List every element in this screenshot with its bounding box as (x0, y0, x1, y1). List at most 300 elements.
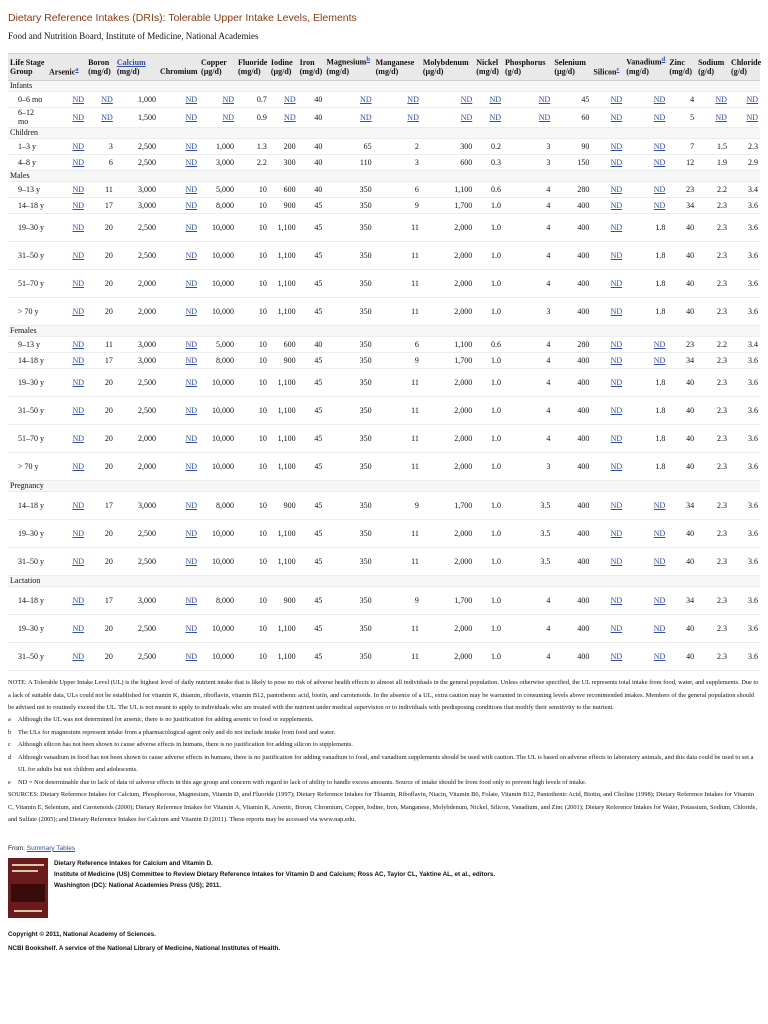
table-row (8, 369, 760, 397)
nd-link[interactable]: ND (653, 595, 666, 605)
footnote-link[interactable]: b (366, 56, 371, 63)
value-cell[interactable] (624, 492, 667, 520)
value-cell[interactable] (591, 492, 624, 520)
value-cell[interactable] (624, 198, 667, 214)
value-cell: 2.3 (696, 198, 729, 214)
nd-link[interactable]: ND (653, 355, 666, 365)
nd-link[interactable]: ND (610, 184, 623, 194)
value-cell[interactable] (591, 182, 624, 198)
value-cell[interactable] (199, 107, 236, 127)
value-cell[interactable] (47, 492, 86, 520)
value-cell[interactable] (47, 182, 86, 198)
group-row: Lactation (8, 576, 760, 587)
value-cell[interactable] (158, 587, 199, 615)
value-cell: 280 (552, 337, 591, 353)
nd-link[interactable]: ND (746, 112, 758, 122)
value-cell[interactable] (47, 298, 86, 326)
value-cell[interactable] (47, 139, 86, 155)
nd-link[interactable]: ND (185, 405, 198, 415)
nd-link[interactable]: ND (653, 200, 666, 210)
nd-link[interactable]: ND (101, 112, 113, 122)
nd-link[interactable]: ND (185, 355, 198, 365)
value-cell: 20 (86, 425, 115, 453)
nd-link[interactable]: ND (185, 500, 198, 510)
nd-link[interactable]: ND (610, 141, 623, 151)
value-cell[interactable] (47, 155, 86, 171)
value-cell[interactable] (591, 615, 624, 643)
nd-link[interactable]: ND (72, 250, 85, 260)
value-cell[interactable] (158, 337, 199, 353)
nd-link[interactable]: ND (360, 112, 372, 122)
nd-link[interactable]: ND (489, 112, 502, 122)
nd-link[interactable]: ND (610, 377, 623, 387)
reference-title: Dietary Reference Intakes for Calcium and Vitamin D. (54, 859, 213, 867)
value-cell: 3 (86, 139, 115, 155)
nd-link[interactable]: ND (185, 250, 198, 260)
nd-link[interactable]: ND (185, 556, 198, 566)
nd-link[interactable]: ND (72, 377, 85, 387)
value-cell: 10 (236, 337, 269, 353)
value-cell: 2.3 (696, 643, 729, 671)
value-cell: 350 (324, 548, 373, 576)
nd-link[interactable]: ND (715, 94, 727, 104)
value-cell[interactable] (47, 548, 86, 576)
column-header: Iodine (µg/d) (269, 54, 298, 81)
value-cell[interactable] (624, 548, 667, 576)
nd-link[interactable]: ND (72, 339, 85, 349)
nd-link[interactable]: ND (610, 355, 623, 365)
value-cell: 40 (667, 548, 696, 576)
nd-link[interactable]: ND (72, 200, 85, 210)
value-cell: 11 (86, 337, 115, 353)
nd-link[interactable]: ND (538, 112, 551, 122)
value-cell: 11 (374, 214, 421, 242)
value-cell[interactable] (591, 369, 624, 397)
table-row (8, 453, 760, 481)
nd-link[interactable]: ND (72, 651, 85, 661)
value-cell[interactable] (624, 139, 667, 155)
value-cell[interactable] (47, 453, 86, 481)
value-cell: 1,100 (421, 182, 474, 198)
nd-link[interactable]: ND (185, 141, 198, 151)
value-cell: 10,000 (199, 520, 236, 548)
value-cell: 10 (236, 520, 269, 548)
group-row: Males (8, 171, 760, 182)
value-cell[interactable] (591, 270, 624, 298)
value-cell[interactable] (86, 107, 115, 127)
value-cell: 2,500 (115, 242, 158, 270)
nd-link[interactable]: ND (746, 94, 758, 104)
nd-link[interactable]: ND (653, 184, 666, 194)
nd-link[interactable]: ND (185, 595, 198, 605)
value-cell: 4 (503, 369, 552, 397)
nd-link[interactable]: ND (72, 500, 85, 510)
value-cell[interactable] (591, 353, 624, 369)
footnote-link[interactable]: c (616, 65, 620, 73)
nd-link[interactable]: ND (715, 112, 727, 122)
value-cell[interactable] (158, 298, 199, 326)
value-cell[interactable] (503, 107, 552, 127)
nd-link[interactable]: ND (610, 500, 623, 510)
value-cell[interactable] (591, 520, 624, 548)
nd-link[interactable]: ND (72, 222, 85, 232)
value-cell[interactable] (374, 107, 421, 127)
value-cell[interactable] (269, 107, 298, 127)
nd-link[interactable]: ND (222, 94, 234, 104)
value-cell: 6 (374, 337, 421, 353)
nd-link[interactable]: ND (72, 556, 85, 566)
nd-link[interactable]: ND (72, 112, 85, 122)
nd-link[interactable]: ND (72, 461, 85, 471)
age-cell: 51–70 y (8, 270, 47, 298)
nd-link[interactable]: ND (610, 112, 623, 122)
value-cell: 2.2 (236, 155, 269, 171)
nd-link[interactable]: ND (101, 94, 113, 104)
value-cell[interactable] (158, 425, 199, 453)
value-cell[interactable] (591, 155, 624, 171)
value-cell[interactable] (86, 91, 115, 107)
value-cell[interactable] (591, 548, 624, 576)
value-cell[interactable] (158, 643, 199, 671)
nd-link[interactable]: ND (72, 141, 85, 151)
nd-link[interactable]: ND (185, 306, 198, 316)
value-cell: 2.2 (696, 337, 729, 353)
nd-link[interactable]: ND (407, 94, 419, 104)
value-cell: 1,100 (269, 242, 298, 270)
value-cell: 3.6 (729, 425, 760, 453)
nd-link[interactable]: ND (610, 433, 623, 443)
nd-link[interactable]: ND (610, 278, 623, 288)
nd-link[interactable]: ND (653, 623, 666, 633)
value-cell: 1,700 (421, 198, 474, 214)
nd-link[interactable]: ND (610, 157, 623, 167)
value-cell[interactable] (324, 91, 373, 107)
value-cell[interactable] (421, 107, 474, 127)
nd-link[interactable]: ND (72, 94, 85, 104)
column-header: Molybdenum (µg/d) (421, 54, 474, 81)
value-cell[interactable] (591, 453, 624, 481)
value-cell[interactable] (591, 198, 624, 214)
value-cell[interactable] (158, 548, 199, 576)
value-cell: 20 (86, 242, 115, 270)
value-cell: 3.5 (503, 492, 552, 520)
nd-link[interactable]: ND (610, 528, 623, 538)
value-cell[interactable] (158, 242, 199, 270)
value-cell: 11 (374, 397, 421, 425)
value-cell: 10,000 (199, 369, 236, 397)
nd-link[interactable]: ND (610, 595, 623, 605)
value-cell: 45 (298, 353, 325, 369)
nd-link[interactable]: ND (222, 112, 234, 122)
value-cell[interactable] (591, 139, 624, 155)
value-cell[interactable] (591, 397, 624, 425)
age-cell: 9–13 y (8, 337, 47, 353)
value-cell[interactable] (158, 270, 199, 298)
nd-link[interactable]: ND (284, 112, 296, 122)
value-cell: 2.3 (696, 353, 729, 369)
value-cell[interactable] (591, 91, 624, 107)
value-cell[interactable] (158, 91, 199, 107)
value-cell: 400 (552, 198, 591, 214)
nd-link[interactable]: ND (610, 405, 623, 415)
value-cell[interactable] (324, 107, 373, 127)
value-cell: 1.8 (624, 298, 667, 326)
table-row (8, 492, 760, 520)
value-cell: 20 (86, 643, 115, 671)
value-cell: 3,000 (115, 337, 158, 353)
value-cell[interactable] (158, 492, 199, 520)
nd-link[interactable]: ND (185, 623, 198, 633)
value-cell[interactable] (624, 587, 667, 615)
nd-link[interactable]: ND (610, 222, 623, 232)
value-cell[interactable] (503, 91, 552, 107)
value-cell: 2,500 (115, 615, 158, 643)
value-cell[interactable] (374, 91, 421, 107)
group-row: Children (8, 128, 760, 139)
value-cell: 40 (667, 615, 696, 643)
value-cell[interactable] (624, 643, 667, 671)
value-cell: 600 (269, 337, 298, 353)
value-cell[interactable] (47, 643, 86, 671)
value-cell: 350 (324, 397, 373, 425)
value-cell[interactable] (47, 587, 86, 615)
nd-link[interactable]: ND (72, 433, 85, 443)
nd-link[interactable]: ND (185, 433, 198, 443)
nd-link[interactable]: ND (538, 94, 551, 104)
value-cell: 1.0 (474, 214, 503, 242)
nd-link[interactable]: ND (185, 278, 198, 288)
age-cell: 9–13 y (8, 182, 47, 198)
nd-link[interactable]: ND (653, 651, 666, 661)
summary-tables-link[interactable]: Summary Tables (26, 844, 76, 852)
value-cell: 5 (667, 107, 696, 127)
nd-link[interactable]: ND (185, 200, 198, 210)
nd-link[interactable]: ND (72, 306, 85, 316)
value-cell: 11 (374, 242, 421, 270)
column-header: Zinc (mg/d) (667, 54, 696, 81)
value-cell[interactable] (47, 270, 86, 298)
value-cell[interactable] (158, 397, 199, 425)
nd-link[interactable]: ND (72, 528, 85, 538)
value-cell: 3.6 (729, 242, 760, 270)
value-cell[interactable] (624, 155, 667, 171)
nd-link[interactable]: ND (489, 94, 502, 104)
nd-link[interactable]: ND (653, 94, 666, 104)
value-cell: 2,500 (115, 548, 158, 576)
value-cell[interactable] (47, 615, 86, 643)
nd-link[interactable]: ND (653, 556, 666, 566)
value-cell: 280 (552, 182, 591, 198)
value-cell: 400 (552, 353, 591, 369)
nd-link[interactable]: ND (72, 184, 85, 194)
nd-link[interactable]: ND (72, 157, 85, 167)
value-cell[interactable] (47, 91, 86, 107)
nd-link[interactable]: ND (72, 278, 85, 288)
nd-link[interactable]: ND (610, 306, 623, 316)
nd-link[interactable]: ND (460, 94, 473, 104)
value-cell: 1.0 (474, 548, 503, 576)
nd-link[interactable]: ND (284, 94, 296, 104)
age-cell: 4–8 y (8, 155, 47, 171)
value-cell: 350 (324, 182, 373, 198)
value-cell[interactable] (47, 107, 86, 127)
value-cell: 23 (667, 182, 696, 198)
reference-block (8, 858, 760, 918)
value-cell[interactable] (421, 91, 474, 107)
value-cell[interactable] (269, 91, 298, 107)
value-cell[interactable] (474, 91, 503, 107)
value-cell: 1.0 (474, 615, 503, 643)
footnote-link[interactable]: d (661, 56, 666, 63)
column-header: Fluoride (mg/d) (236, 54, 269, 81)
nd-link[interactable]: ND (185, 651, 198, 661)
value-cell: 10 (236, 548, 269, 576)
value-cell[interactable] (47, 425, 86, 453)
value-cell[interactable] (624, 353, 667, 369)
value-cell[interactable] (47, 353, 86, 369)
table-header-row (8, 54, 760, 81)
value-cell: 2,000 (421, 615, 474, 643)
value-cell: 600 (421, 155, 474, 171)
value-cell[interactable] (624, 520, 667, 548)
table-notes (8, 677, 760, 827)
value-cell[interactable] (47, 242, 86, 270)
value-cell[interactable] (158, 353, 199, 369)
value-cell[interactable] (729, 91, 760, 107)
value-cell[interactable] (158, 198, 199, 214)
value-cell: 400 (552, 397, 591, 425)
value-cell[interactable] (696, 107, 729, 127)
value-cell: 3.6 (729, 548, 760, 576)
value-cell[interactable] (47, 198, 86, 214)
nd-link[interactable]: ND (72, 355, 85, 365)
value-cell: 90 (552, 139, 591, 155)
value-cell: 5,000 (199, 337, 236, 353)
value-cell[interactable] (591, 587, 624, 615)
nd-link[interactable]: ND (653, 157, 666, 167)
nd-link[interactable]: ND (610, 651, 623, 661)
value-cell[interactable] (158, 139, 199, 155)
nd-link[interactable]: ND (407, 112, 419, 122)
nd-link[interactable]: ND (653, 528, 666, 538)
nd-link[interactable]: ND (653, 339, 666, 349)
value-cell[interactable] (591, 425, 624, 453)
value-cell[interactable] (729, 107, 760, 127)
nd-link[interactable]: ND (653, 112, 666, 122)
value-cell[interactable] (591, 337, 624, 353)
nd-link[interactable]: ND (72, 595, 85, 605)
value-cell[interactable] (47, 520, 86, 548)
value-cell: 1.3 (236, 139, 269, 155)
value-cell: 1.0 (474, 242, 503, 270)
value-cell: 10 (236, 615, 269, 643)
value-cell[interactable] (158, 615, 199, 643)
value-cell[interactable] (474, 107, 503, 127)
value-cell: 4 (503, 615, 552, 643)
nd-link[interactable]: ND (185, 461, 198, 471)
nd-link[interactable]: ND (610, 94, 623, 104)
age-cell: 31–50 y (8, 643, 47, 671)
value-cell: 20 (86, 397, 115, 425)
nd-link[interactable]: ND (653, 500, 666, 510)
reference-publisher: Washington (DC): National Academies Press (US); 2011. (54, 881, 222, 889)
age-cell: 31–50 y (8, 242, 47, 270)
value-cell[interactable] (624, 337, 667, 353)
value-cell: 17 (86, 587, 115, 615)
column-header: Magnesium$^b$ (mg/d) (324, 54, 373, 81)
value-cell[interactable] (696, 91, 729, 107)
value-cell: 3.5 (503, 520, 552, 548)
value-cell[interactable] (591, 242, 624, 270)
value-cell[interactable] (591, 298, 624, 326)
nd-link[interactable]: ND (185, 377, 198, 387)
value-cell[interactable] (624, 182, 667, 198)
nd-link[interactable]: ND (185, 339, 198, 349)
nd-link[interactable]: ND (360, 94, 372, 104)
value-cell[interactable] (47, 397, 86, 425)
nd-link[interactable]: ND (72, 623, 85, 633)
footnote-link[interactable]: a (75, 65, 79, 73)
value-cell[interactable] (158, 182, 199, 198)
value-cell: 2.9 (729, 155, 760, 171)
nd-link[interactable]: ND (653, 141, 666, 151)
table-row (8, 520, 760, 548)
value-cell: 10,000 (199, 214, 236, 242)
nd-link[interactable]: ND (610, 250, 623, 260)
nd-link[interactable]: ND (610, 339, 623, 349)
nd-link[interactable]: ND (610, 556, 623, 566)
table-row (8, 182, 760, 198)
value-cell: 3.6 (729, 298, 760, 326)
value-cell[interactable] (591, 214, 624, 242)
value-cell[interactable] (624, 615, 667, 643)
value-cell[interactable] (158, 453, 199, 481)
nd-link[interactable]: ND (72, 405, 85, 415)
value-cell[interactable] (47, 214, 86, 242)
book-cover-image[interactable] (8, 858, 48, 918)
value-cell[interactable] (47, 369, 86, 397)
value-cell[interactable] (199, 91, 236, 107)
value-cell[interactable] (158, 107, 199, 127)
value-cell[interactable] (158, 369, 199, 397)
value-cell[interactable] (158, 214, 199, 242)
nd-link[interactable]: ND (185, 222, 198, 232)
value-cell: 10,000 (199, 548, 236, 576)
value-cell: 0.6 (474, 182, 503, 198)
value-cell[interactable] (624, 91, 667, 107)
table-row (8, 587, 760, 615)
value-cell[interactable] (624, 107, 667, 127)
value-cell[interactable] (158, 155, 199, 171)
nd-link[interactable]: ND (610, 200, 623, 210)
value-cell[interactable] (47, 337, 86, 353)
nd-link[interactable]: ND (185, 157, 198, 167)
value-cell: 2.3 (696, 453, 729, 481)
value-cell: 40 (298, 182, 325, 198)
value-cell[interactable] (591, 643, 624, 671)
value-cell[interactable] (591, 107, 624, 127)
value-cell[interactable] (158, 520, 199, 548)
nd-link[interactable]: ND (460, 112, 473, 122)
nd-link[interactable]: ND (610, 461, 623, 471)
value-cell: 65 (324, 139, 373, 155)
nd-link[interactable]: ND (185, 184, 198, 194)
nd-link[interactable]: ND (185, 528, 198, 538)
value-cell: 3.6 (729, 643, 760, 671)
nd-link[interactable]: ND (185, 94, 198, 104)
nd-link[interactable]: ND (185, 112, 198, 122)
nd-link[interactable]: ND (610, 623, 623, 633)
